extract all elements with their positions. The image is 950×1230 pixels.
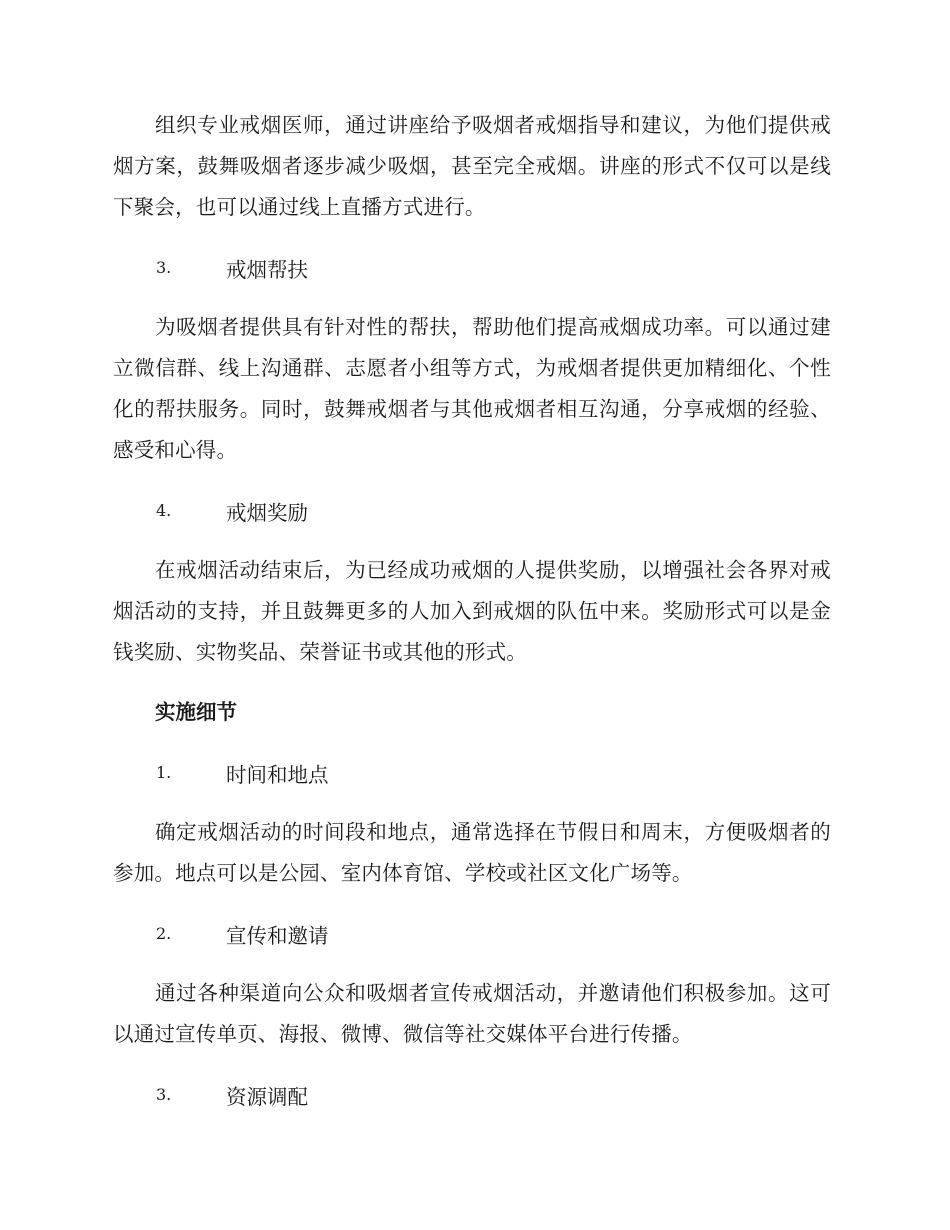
list-item-assistance (113, 247, 831, 288)
paragraph-lecture: 组织专业戒烟医师，通过讲座给予吸烟者戒烟指导和建议，为他们提供戒烟方案，鼓舞吸烟者逐步减少吸烟，甚至完全戒烟。讲座的形式不仅可以是线下聚会，也可以通过线上直播方式进行。 (113, 113, 831, 219)
paragraph-time-place: 确定戒烟活动的时间段和地点，通常选择在节假日和周末，方便吸烟者的参加。地点可以是公园、室内体育馆、学校或社区文化广场等。 (113, 820, 831, 885)
paragraph-assistance: 为吸烟者提供具有针对性的帮扶，帮助他们提高戒烟成功率。可以通过建立微信群、线上沟通群、志愿者小组等方式，为戒烟者提供更加精细化、个性化的帮扶服务。同时，鼓舞戒烟者与其他戒烟者相互沟通，分享戒烟的经验、感受和心得。 (113, 315, 831, 462)
list-label: 资源调配 (226, 1084, 308, 1109)
list-item-resources (113, 1074, 831, 1115)
list-number: 3. (156, 258, 172, 277)
list-number: 4. (156, 501, 172, 520)
list-item-reward (113, 490, 831, 531)
paragraph-promotion: 通过各种渠道向公众和吸烟者宣传戒烟活动，并邀请他们积极参加。这可以通过宣传单页、海报、微博、微信等社交媒体平台进行传播。 (113, 981, 831, 1046)
list-number: 3. (156, 1085, 172, 1104)
list-item-time-place (113, 752, 831, 793)
list-label: 戒烟帮扶 (226, 257, 308, 282)
section-heading-implementation: 实施细节 (155, 700, 237, 724)
document-page (113, 105, 831, 1134)
list-number: 2. (156, 924, 172, 943)
list-label: 时间和地点 (226, 762, 329, 787)
list-number: 1. (156, 763, 172, 782)
list-label: 宣传和邀请 (226, 923, 329, 948)
list-label: 戒烟奖励 (226, 500, 308, 525)
paragraph-reward: 在戒烟活动结束后，为已经成功戒烟的人提供奖励，以增强社会各界对戒烟活动的支持，并且鼓舞更多的人加入到戒烟的队伍中来。奖励形式可以是金钱奖励、实物奖品、荣誉证书或其他的形式。 (113, 558, 831, 664)
list-item-promotion (113, 913, 831, 954)
